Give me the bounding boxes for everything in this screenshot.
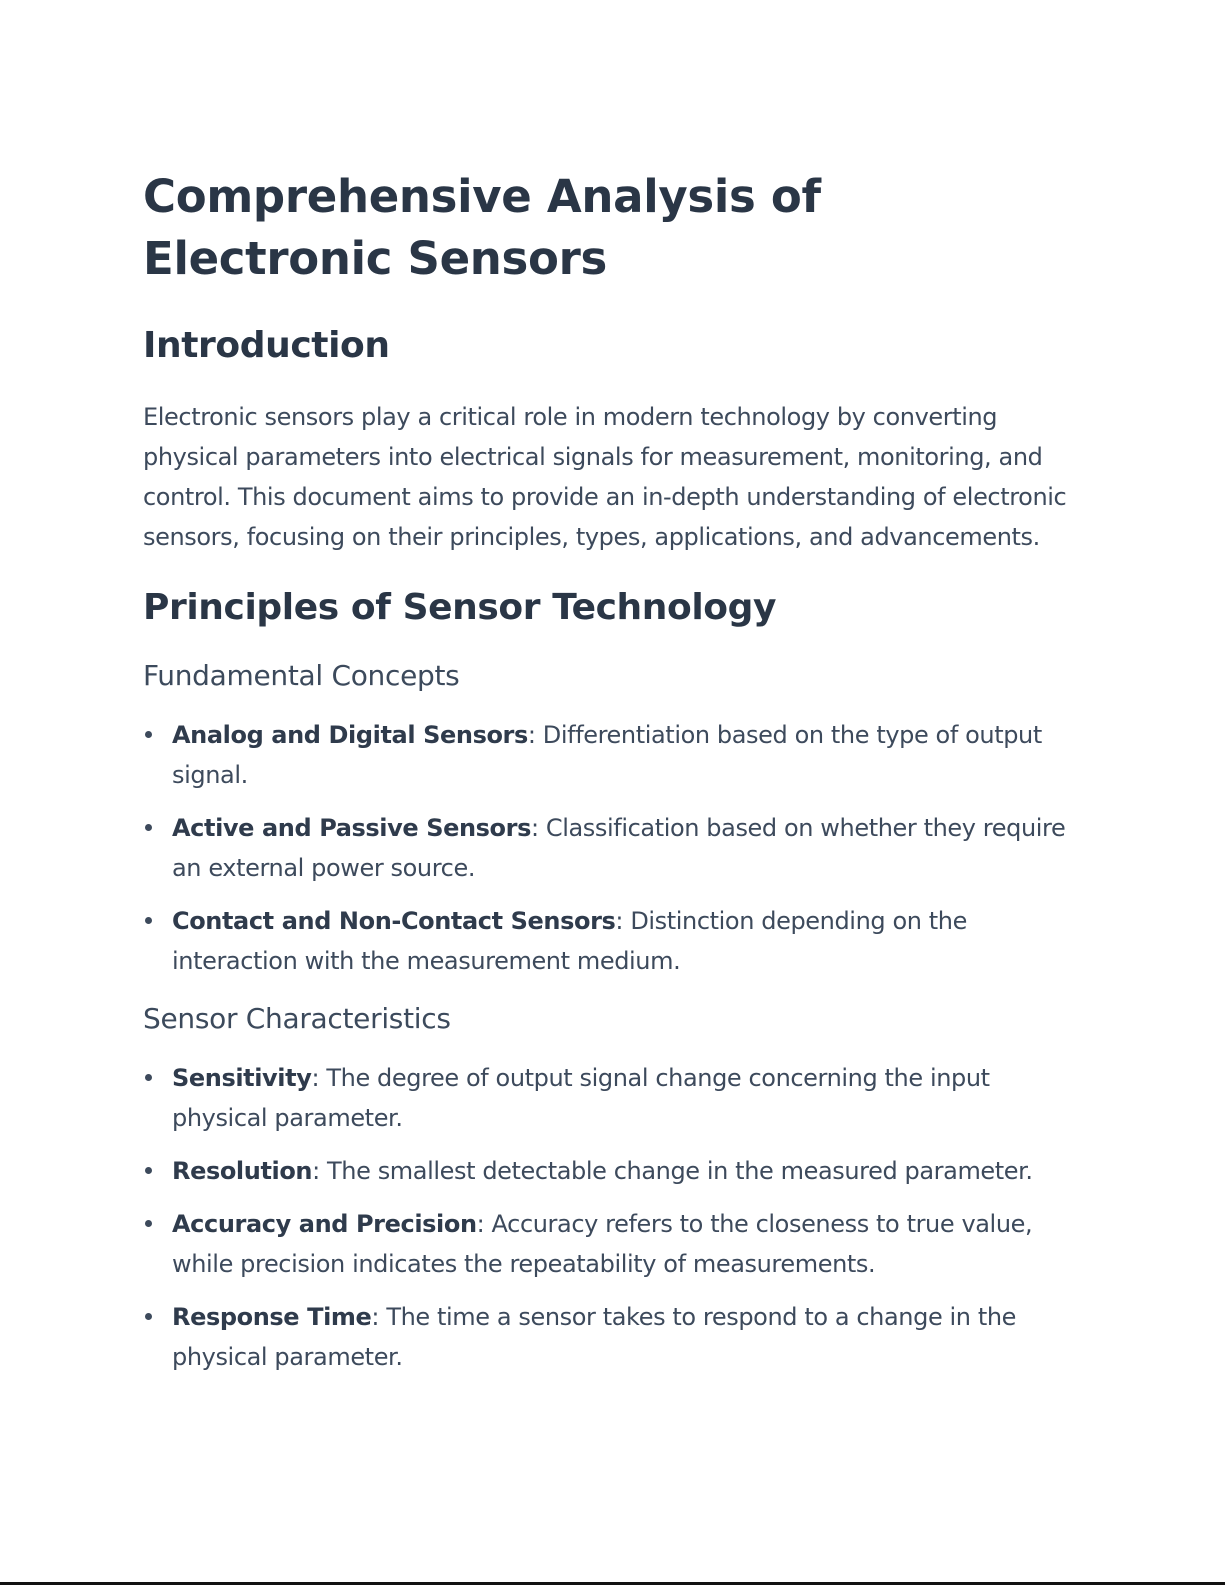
list-item-term: Resolution xyxy=(172,1157,313,1185)
subsection-heading-fundamental-concepts: Fundamental Concepts xyxy=(143,659,460,692)
list-item-description: : The degree of output signal change concerning the input physical parameter. xyxy=(172,1064,990,1132)
list-item-term: Active and Passive Sensors xyxy=(172,814,531,842)
list-item xyxy=(143,715,1075,795)
fundamental-concepts-list xyxy=(143,715,1075,981)
list-item-term: Sensitivity xyxy=(172,1064,312,1092)
list-item-description: : The time a sensor takes to respond to a change in the physical parameter. xyxy=(172,1303,1017,1371)
list-item xyxy=(143,901,1075,981)
list-item-term: Response Time xyxy=(172,1303,372,1331)
bullet-icon xyxy=(145,1220,152,1227)
list-item-term: Analog and Digital Sensors xyxy=(172,721,528,749)
section-heading-introduction: Introduction xyxy=(143,325,390,366)
list-item xyxy=(143,1204,1075,1284)
list-item-term: Contact and Non-Contact Sensors xyxy=(172,907,616,935)
bullet-icon xyxy=(145,1167,152,1174)
list-item xyxy=(143,808,1075,888)
list-item-term: Accuracy and Precision xyxy=(172,1210,477,1238)
list-item xyxy=(143,1058,1075,1138)
introduction-paragraph: Electronic sensors play a critical role in modern technology by converting physical parameters into electrical signals for measurement, monitoring, and control. This document aims to provide an in-depth understanding of electronic sensors, focusing on their principles, types, applications, and advancements. xyxy=(143,403,1067,551)
bullet-icon xyxy=(145,917,152,924)
bullet-icon xyxy=(145,1313,152,1320)
list-item xyxy=(143,1151,1075,1191)
subsection-heading-sensor-characteristics: Sensor Characteristics xyxy=(143,1002,451,1035)
bullet-icon xyxy=(145,731,152,738)
list-item-description: : Distinction depending on the interaction with the measurement medium. xyxy=(172,907,967,975)
bullet-icon xyxy=(145,1074,152,1081)
list-item-description: : Differentiation based on the type of output signal. xyxy=(172,721,1042,789)
list-item-description: : The smallest detectable change in the measured parameter. xyxy=(312,1157,1033,1185)
list-item-description: : Classification based on whether they require an external power source. xyxy=(172,814,1066,882)
list-item-description: : Accuracy refers to the closeness to true value, while precision indicates the repeatability of measurements. xyxy=(172,1210,1033,1278)
document-title: Comprehensive Analysis of Electronic Sensors xyxy=(143,170,821,285)
section-heading-principles: Principles of Sensor Technology xyxy=(143,587,777,628)
bullet-icon xyxy=(145,824,152,831)
sensor-characteristics-list xyxy=(143,1058,1075,1377)
list-item xyxy=(143,1297,1075,1377)
